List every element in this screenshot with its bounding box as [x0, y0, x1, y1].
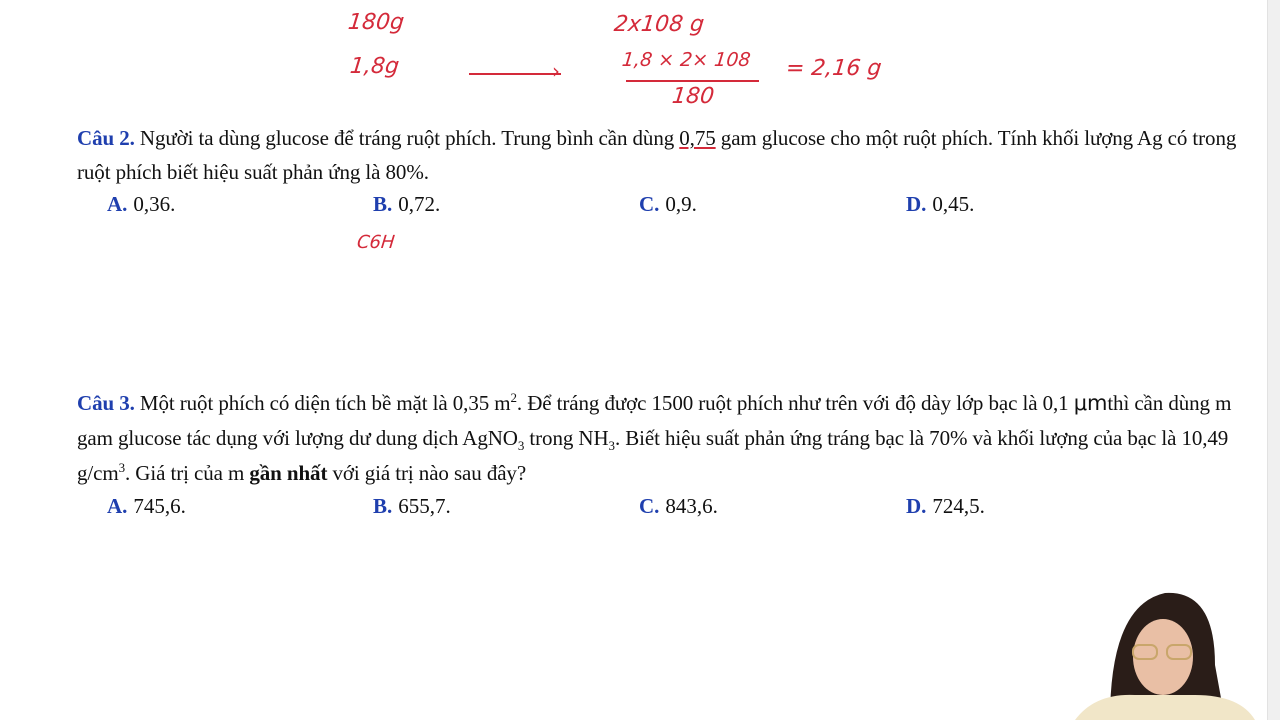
question-2 [77, 121, 1257, 189]
scrollbar[interactable] [1267, 0, 1280, 720]
option-b[interactable]: B. 0,72. [373, 192, 441, 216]
question-text: Người ta dùng glucose để tráng ruột phích. Trung bình cần dùng [134, 126, 680, 150]
option-d[interactable]: D. 0,45. [906, 192, 975, 216]
hw-denominator: 180 [670, 84, 716, 109]
hw-result: = 2,16 g [784, 56, 883, 81]
option-a[interactable]: A. 0,36. [107, 192, 176, 216]
underlined-value: 0,75 [679, 126, 716, 150]
option-a[interactable]: A. 745,6. [107, 494, 186, 518]
arrowhead-icon: › [552, 59, 560, 83]
question-3-options [107, 491, 1207, 521]
hw-1-8g: 1,8g [348, 54, 401, 79]
presenter-webcam [1075, 585, 1255, 720]
fraction-bar [626, 80, 759, 82]
hw-2x108g: 2x108 g [612, 12, 706, 37]
option-c[interactable]: C. 843,6. [639, 494, 718, 518]
hw-note: C6H [355, 232, 396, 253]
question-label: Câu 3. [77, 391, 135, 415]
question-3: Câu 3. Một ruột phích có diện tích bề mặt là 0,35 $m^2$. Để tráng được 1500 ruột phích như trên với độ dày lớp bạc là 0,1 μmthì cần dùng m gam glucose tác dụng với lượng dư dung dịch AgNO$_3$ trong $NH_3$. Biết hiệu suất phản ứng tráng bạc là 70% và khối lượng của bạc là 10,49 $g/cm^3$. Giá trị của m gần nhất với giá trị nào sau đây? [77, 390, 1232, 485]
option-d[interactable]: D. 724,5. [906, 494, 985, 518]
question-2-options [107, 189, 1207, 219]
question-text: gam glucose cho một ruột phích. Tính khối lượng Ag có trong ruột phích biết hiệu suất phản ứng là 80%. [77, 126, 1237, 184]
question-2-block [77, 121, 1257, 219]
arrow-icon [469, 73, 561, 75]
question-3-block [77, 386, 1257, 521]
option-c[interactable]: C. 0,9. [639, 192, 697, 216]
question-label: Câu 2. [77, 126, 135, 150]
option-b[interactable]: B. 655,7. [373, 494, 451, 518]
hw-180g: 180g [346, 10, 406, 35]
hw-numerator: 1,8 × 2× 108 [620, 49, 752, 71]
